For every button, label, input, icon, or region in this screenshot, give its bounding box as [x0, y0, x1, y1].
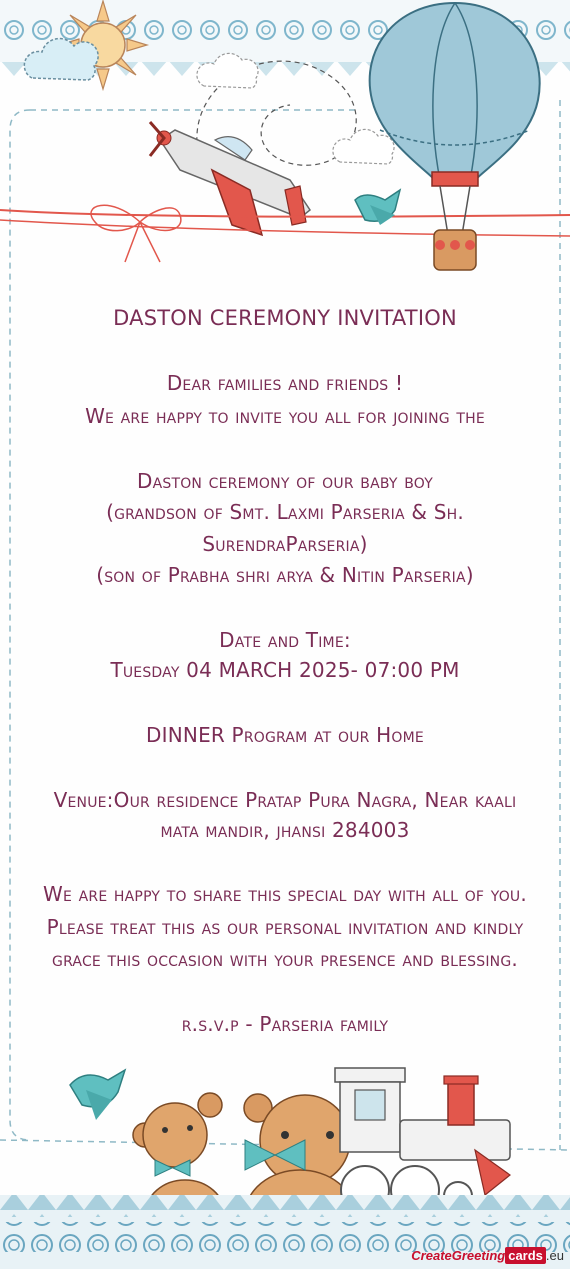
- watermark-logo[interactable]: [411, 1248, 564, 1263]
- invitation-title: DASTON CEREMONY INVITATION: [113, 306, 457, 330]
- watermark-brand-part1: CreateGreeting: [411, 1248, 506, 1263]
- son-line: (son of Prabha shri arya & Nitin Parseria): [96, 563, 474, 587]
- closing-line-1: We are happy to share this special day with all of you.: [43, 882, 527, 906]
- intro-line: We are happy to invite you all for joining the: [85, 404, 485, 428]
- venue-line-2: mata mandir, jhansi 284003: [160, 818, 410, 842]
- toy-train-icon: [335, 1068, 510, 1214]
- closing-line-3: grace this occasion with your presence and blessing.: [52, 947, 518, 971]
- program-line: DINNER Program at our Home: [146, 723, 424, 747]
- grandson-line-1: (grandson of Smt. Laxmi Parseria & Sh.: [106, 500, 464, 524]
- datetime-label: Date and Time:: [219, 628, 351, 652]
- rsvp-line: r.s.v.p - Parseria family: [181, 1012, 389, 1036]
- watermark-tld: .eu: [545, 1248, 564, 1263]
- venue-line-1: Venue:Our residence Pratap Pura Nagra, Near kaali: [53, 788, 517, 812]
- hot-air-balloon-icon: [370, 3, 540, 270]
- closing-line-2: Please treat this as our personal invitation and kindly: [46, 915, 524, 939]
- grandson-line-2: SurendraParseria): [202, 532, 368, 556]
- datetime-value: Tuesday 04 MARCH 2025- 07:00 PM: [110, 658, 460, 682]
- bird-icon: [70, 1070, 125, 1120]
- bow-icon: [0, 205, 570, 262]
- greeting: Dear families and friends !: [166, 371, 404, 395]
- watermark-brand-part2: cards: [505, 1247, 546, 1264]
- bird-icon: [355, 190, 400, 225]
- occasion-line: Daston ceremony of our baby boy: [136, 469, 433, 493]
- dashed-frame-left: [10, 110, 30, 1140]
- airplane-icon: [150, 122, 310, 235]
